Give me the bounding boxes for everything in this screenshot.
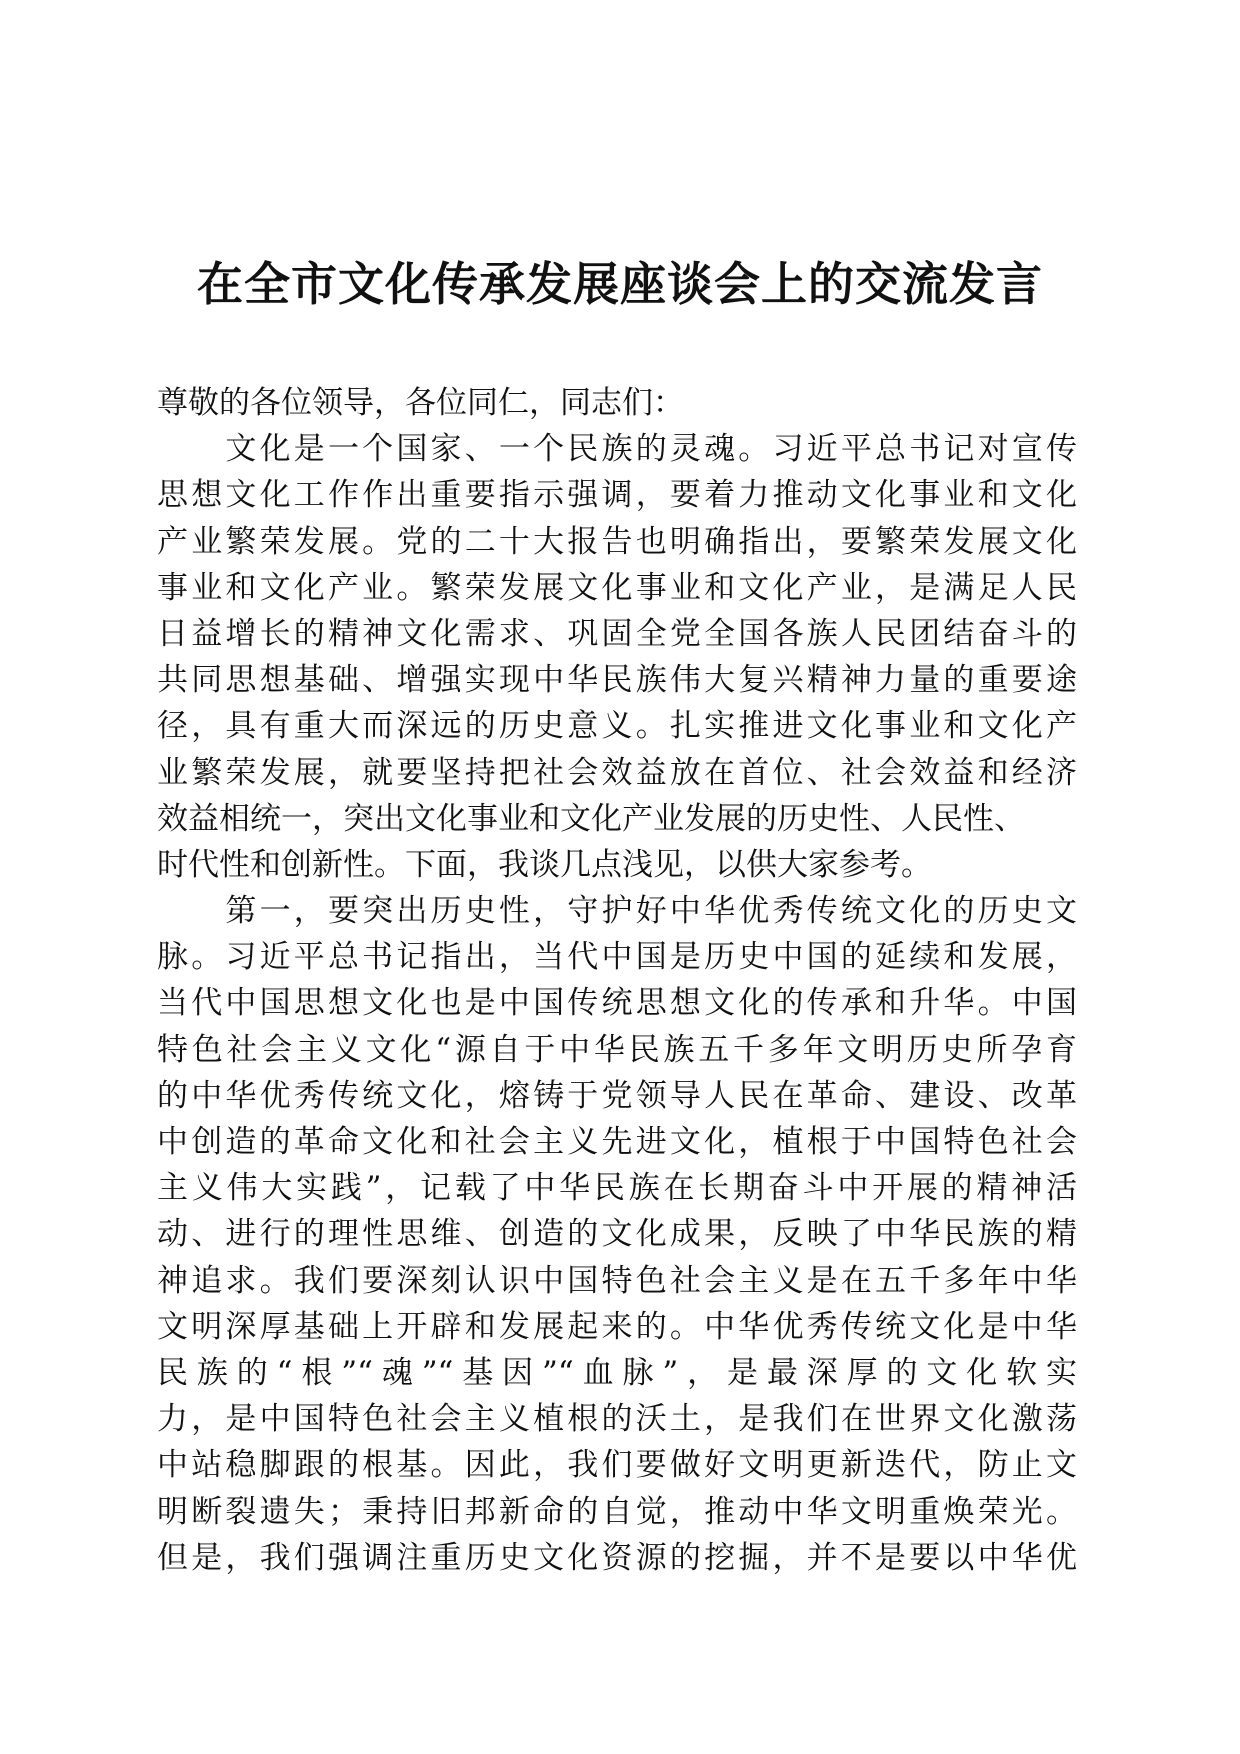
text-line: 第一，要突出历史性，守护好中华优秀传统文化的历史文 (157, 893, 1077, 930)
text-line: 共同思想基础、增强实现中华民族伟大复兴精神力量的重要途 (157, 662, 1077, 699)
text-line: 中创造的革命文化和社会主义先进文化，植根于中国特色社会 (157, 1124, 1077, 1160)
text-line: 文化是一个国家、一个民族的灵魂。习近平总书记对宣传 (157, 431, 1077, 468)
text-line: 民族的“根”“魂”“基因”“血脉”，是最深厚的文化软实 (157, 1354, 1077, 1391)
text-line: 中站稳脚跟的根基。因此，我们要做好文明更新迭代，防止文 (157, 1447, 1077, 1484)
text-line: 径，具有重大而深远的历史意义。扎实推进文化事业和文化产 (157, 708, 1077, 745)
text-line: 文明深厚基础上开辟和发展起来的。中华优秀传统文化是中华 (157, 1308, 1077, 1345)
document-body (157, 380, 1077, 1581)
text-line: 的中华优秀传统文化，熔铸于党领导人民在革命、建设、改革 (157, 1077, 1077, 1114)
document-title: 在全市文化传承发展座谈会上的交流发言 (197, 257, 1043, 311)
salutation-line: 尊敬的各位领导，各位同仁，同志们： (157, 385, 684, 421)
text-line: 效益相统一，突出文化事业和文化产业发展的历史性、人民性、 (157, 800, 1025, 837)
text-line: 事业和文化产业。繁荣发展文化事业和文化产业，是满足人民 (157, 569, 1077, 606)
text-line: 时代性和创新性。下面，我谈几点浅见，以供大家参考。 (157, 846, 932, 883)
text-line: 但是，我们强调注重历史文化资源的挖掘，并不是要以中华优 (157, 1539, 1077, 1576)
text-line: 脉。习近平总书记指出，当代中国是历史中国的延续和发展， (157, 939, 1077, 976)
text-line: 动、进行的理性思维、创造的文化成果，反映了中华民族的精 (157, 1216, 1077, 1253)
text-line: 产业繁荣发展。党的二十大报告也明确指出，要繁荣发展文化 (157, 523, 1077, 560)
text-line: 思想文化工作作出重要指示强调，要着力推动文化事业和文化 (157, 477, 1077, 514)
text-line: 当代中国思想文化也是中国传统思想文化的传承和升华。中国 (157, 985, 1077, 1022)
text-line: 力，是中国特色社会主义植根的沃土，是我们在世界文化激荡 (157, 1401, 1077, 1438)
text-line: 主义伟大实践”，记载了中华民族在长期奋斗中开展的精神活 (157, 1170, 1077, 1207)
text-line: 神追求。我们要深刻认识中国特色社会主义是在五千多年中华 (157, 1262, 1077, 1299)
text-line: 日益增长的精神文化需求、巩固全党全国各族人民团结奋斗的 (157, 615, 1077, 652)
text-line: 特色社会主义文化“源自于中华民族五千多年文明历史所孕育 (157, 1031, 1077, 1068)
text-line: 业繁荣发展，就要坚持把社会效益放在首位、社会效益和经济 (157, 754, 1077, 791)
text-line: 明断裂遗失；秉持旧邦新命的自觉，推动中华文明重焕荣光。 (157, 1493, 1077, 1530)
